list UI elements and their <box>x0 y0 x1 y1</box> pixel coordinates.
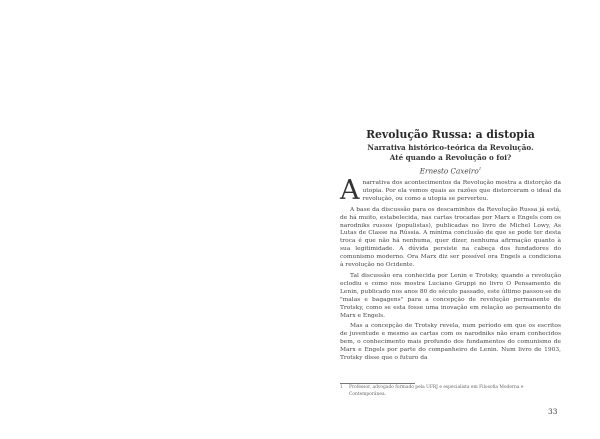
author-name: Ernesto Caxeiro <box>419 166 479 176</box>
paragraph-1 <box>340 175 561 206</box>
footnote-text-2: Contemporânea. <box>349 391 386 397</box>
footnote-number: 1 <box>340 385 343 390</box>
article-title: Revolução Russa: a distopia <box>366 128 535 141</box>
subtitle-line-1: Narrativa histórico-teórica da Revolução. <box>367 143 534 152</box>
footnote-rule <box>340 383 415 384</box>
footnote-text-1: Professor, advogado formado pela UFRJ e especialista em Filosofia Moderna e <box>349 385 524 390</box>
footnote-line-1 <box>340 385 561 392</box>
author-byline <box>330 166 571 175</box>
paragraph-1-text: narrativa dos acontecimentos da Revolução mostra a distorção da utopia. Por ela vemos quais as razões que distorceram o ideal da revolução, ou como a utopia se perverteu. <box>362 180 561 202</box>
page-number: 33 <box>548 407 558 416</box>
paragraph-3: Tal discussão era conhecida por Lenin e Trotsky, quando a revolução eclodiu e como nos mostra Luciano Gruppi no livro O Pensamento de Lenin, publicado nos anos 80 do século passado, este último passou-se de "malas e bagagens" para a concepção de revolução permanente de Trotsky, como se esta fosse uma inovação em relação ao pensamento de Marx e Engels. <box>340 272 561 319</box>
paragraph-4: Mas a concepção de Trotsky revela, num período em que os escritos de juventude e mesmo as cartas com os narodniks não eram conhecidos bem, o conhecimento mais profundo dos fundamentos do comunismo de Marx e Engels por parte do companheiro de Lenin. Num livro de 1903, Trotsky disse que o futuro da <box>340 323 561 362</box>
paragraph-2: A base da discussão para os descaminhos da Revolução Russa já está, de há muito, estabelecida, nas cartas trocadas por Marx e Engels com os narodniks russos (populistas), publicadas no livro de Michel Lowy, As Lutas de Classe na Rússia. A mínima conclusão de que se pode ter desta troca é que não há nenhuma, quer dizer, nenhuma afirmação quanto à sua legitimidade. A dúvida persiste na cabeça dos fundadores do comunismo moderno. Ora Marx diz ser possível ora Engels a condiciona à revolução no Ocidente. <box>340 206 561 269</box>
article-body <box>340 175 561 366</box>
drop-cap: A <box>340 175 360 206</box>
footnote <box>340 385 561 398</box>
subtitle-line-2: Até quando a Revolução o foi? <box>389 153 512 162</box>
article-subtitle <box>330 143 571 163</box>
author-footnote-marker: 1 <box>478 166 482 171</box>
